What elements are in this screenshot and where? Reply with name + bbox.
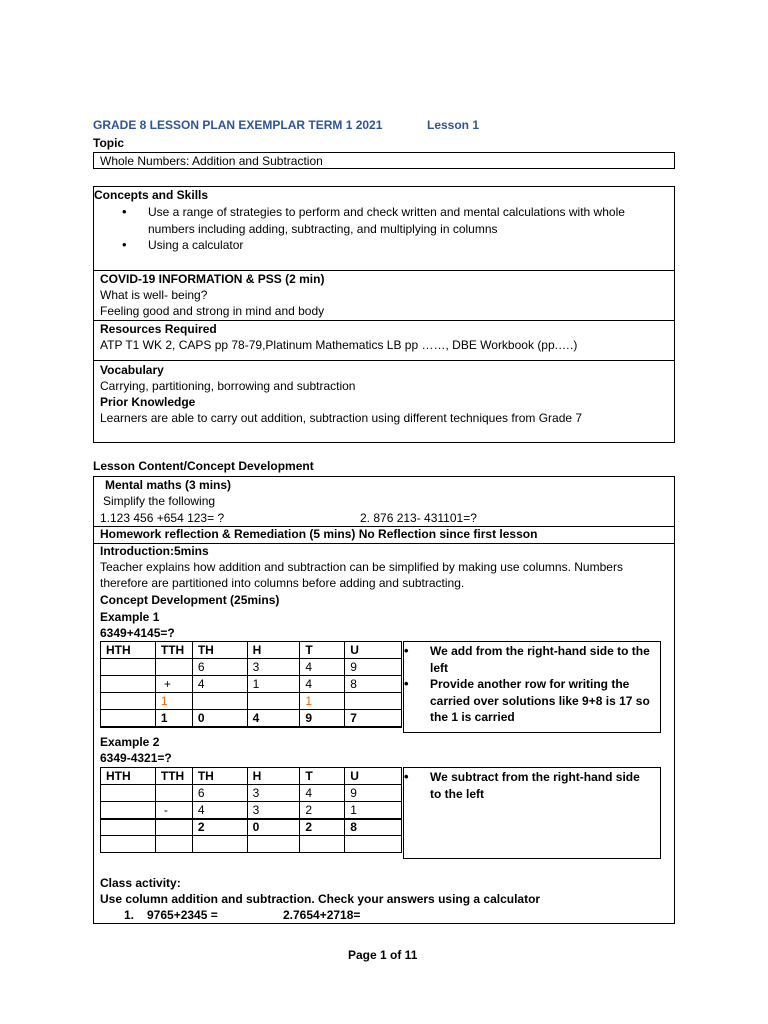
- table-cell: 2: [300, 802, 345, 819]
- table-cell: 0: [247, 819, 300, 836]
- table-cell: 2: [300, 819, 345, 836]
- covid-question: What is well- being?: [100, 288, 208, 302]
- table-cell: 4: [247, 710, 300, 727]
- resources-main: ATP T1 WK 2, CAPS pp 78-79,Platinum Mathematics LB pp ……, DBE Workbook: [100, 338, 534, 352]
- mental-question-1: 1.123 456 +654 123= ?: [100, 511, 225, 525]
- table-cell: [101, 676, 156, 693]
- resources-text: [100, 337, 577, 354]
- table-header: TH: [192, 642, 247, 659]
- introduction-text-1: Teacher explains how addition and subtraction can be simplified by making use columns. Numbers: [100, 560, 623, 574]
- minus-sign: -: [155, 802, 192, 819]
- table-cell: [101, 836, 156, 853]
- list-item: • Provide another row for writing the carried over solutions like 9+8 is 17 so the 1 is carried: [404, 676, 654, 726]
- table-cell: [155, 819, 192, 836]
- table-cell: [101, 710, 156, 727]
- table-header: TH: [192, 768, 247, 785]
- table-header: HTH: [101, 642, 156, 659]
- class-activity-label: Class activity:: [100, 876, 181, 890]
- table-cell: 9: [300, 710, 345, 727]
- resources-suffix: (pp.….): [537, 338, 578, 352]
- prior-knowledge-label: Prior Knowledge: [100, 395, 196, 409]
- table-cell: 3: [247, 785, 300, 802]
- table-cell: [155, 785, 192, 802]
- carry-row: [101, 693, 402, 710]
- table-row: [101, 802, 402, 819]
- introduction-label: Introduction:5mins: [100, 544, 209, 558]
- concept-development-label: Concept Development (25mins): [100, 593, 280, 607]
- table-row: [101, 785, 402, 802]
- table-cell: [192, 693, 247, 710]
- concepts-item: • Use a range of strategies to perform and check written and mental calculations with whole numbers including adding, subtracting, and multiplying in columns: [122, 204, 642, 237]
- table-header: TTH: [155, 768, 192, 785]
- example-1-notes-list: [404, 643, 654, 726]
- example-1-expression: 6349+4145=?: [100, 626, 175, 640]
- simplify-label: Simplify the following: [103, 494, 216, 508]
- topic-value: Whole Numbers: Addition and Subtraction: [100, 154, 323, 168]
- result-row: [101, 710, 402, 727]
- table-header: H: [247, 768, 300, 785]
- lesson-number: Lesson 1: [427, 118, 480, 132]
- carry-digit: 1: [300, 693, 345, 710]
- table-header: U: [345, 642, 402, 659]
- result-row: [101, 819, 402, 836]
- example-1-notes: [403, 641, 661, 733]
- table-cell: 4: [300, 785, 345, 802]
- lesson-content-box: [93, 476, 675, 924]
- table-cell: [101, 802, 156, 819]
- vocabulary-label: Vocabulary: [100, 363, 164, 377]
- table-cell: 7: [345, 710, 402, 727]
- table-cell: 6: [192, 785, 247, 802]
- table-header-row: [101, 642, 402, 659]
- activity-item-1: 9765+2345 =: [147, 908, 218, 922]
- table-row: [101, 836, 402, 853]
- page-number: Page 1 of 11: [348, 948, 418, 962]
- table-cell: 2: [192, 819, 247, 836]
- list-item: • We add from the right-hand side to the left: [404, 643, 654, 676]
- example-2-column-table: [100, 767, 402, 853]
- table-header: HTH: [101, 768, 156, 785]
- mental-question-2: 2. 876 213- 431101=?: [360, 511, 477, 525]
- table-header: T: [300, 768, 345, 785]
- table-cell: 9: [345, 659, 402, 676]
- table-cell: [300, 836, 345, 853]
- table-header: U: [345, 768, 402, 785]
- concepts-label: Concepts and Skills: [94, 188, 209, 202]
- example-2-notes-list: [404, 769, 654, 802]
- table-cell: [247, 836, 300, 853]
- table-cell: 3: [247, 802, 300, 819]
- covid-answer: Feeling good and strong in mind and body: [100, 304, 325, 318]
- table-cell: 9: [345, 785, 402, 802]
- prior-knowledge-text: Learners are able to carry out addition, subtraction using different techniques from Grade 7: [100, 411, 583, 425]
- table-row: [101, 676, 402, 693]
- example-2-label: Example 2: [100, 735, 160, 749]
- vocabulary-text: Carrying, partitioning, borrowing and subtraction: [100, 379, 356, 393]
- table-row: [101, 659, 402, 676]
- table-cell: [101, 693, 156, 710]
- divider: [94, 360, 674, 361]
- table-cell: 6: [192, 659, 247, 676]
- example-1-label: Example 1: [100, 610, 160, 624]
- document-title: GRADE 8 LESSON PLAN EXEMPLAR TERM 1 2021: [93, 118, 383, 132]
- activity-item-2: 2.7654+2718=: [283, 908, 361, 922]
- table-cell: 8: [345, 676, 402, 693]
- table-cell: [101, 659, 156, 676]
- table-cell: 0: [192, 710, 247, 727]
- table-cell: 1: [345, 802, 402, 819]
- table-cell: [155, 659, 192, 676]
- table-cell: [155, 836, 192, 853]
- lesson-content-heading: Lesson Content/Concept Development: [93, 459, 314, 473]
- table-cell: 4: [192, 802, 247, 819]
- table-header: TTH: [155, 642, 192, 659]
- class-activity-instruction: Use column addition and subtraction. Check your answers using a calculator: [100, 892, 541, 906]
- table-cell: [345, 836, 402, 853]
- topic-box: [93, 152, 675, 169]
- topic-label: Topic: [93, 136, 125, 150]
- introduction-text-2: therefore are partitioned into columns before adding and subtracting.: [100, 576, 465, 590]
- homework-reflection: Homework reflection & Remediation (5 mins) No Reflection since first lesson: [100, 527, 538, 541]
- table-cell: 3: [247, 659, 300, 676]
- carry-digit: 1: [155, 693, 192, 710]
- table-cell: 4: [300, 676, 345, 693]
- table-cell: [247, 693, 300, 710]
- table-header: T: [300, 642, 345, 659]
- concepts-item: • Using a calculator: [122, 237, 642, 254]
- covid-label: COVID-19 INFORMATION & PSS (2 min): [100, 272, 325, 286]
- resources-label: Resources Required: [100, 322, 217, 336]
- table-cell: 8: [345, 819, 402, 836]
- table-cell: 4: [192, 676, 247, 693]
- list-item: • We subtract from the right-hand side to the left: [404, 769, 654, 802]
- table-header: H: [247, 642, 300, 659]
- example-2-notes: [403, 767, 661, 859]
- table-cell: [101, 819, 156, 836]
- table-cell: 1: [247, 676, 300, 693]
- example-2-expression: 6349-4321=?: [100, 751, 172, 765]
- table-cell: 1: [155, 710, 192, 727]
- activity-item-number: 1.: [124, 908, 135, 922]
- table-header-row: [101, 768, 402, 785]
- example-1-column-table: [100, 641, 402, 728]
- table-cell: [101, 785, 156, 802]
- mental-maths-label: Mental maths (3 mins): [105, 478, 232, 492]
- plus-sign: +: [155, 676, 192, 693]
- concepts-list: [122, 204, 642, 254]
- table-cell: [192, 836, 247, 853]
- lesson-overview-box: [93, 186, 675, 443]
- table-cell: 4: [300, 659, 345, 676]
- table-cell: [345, 693, 402, 710]
